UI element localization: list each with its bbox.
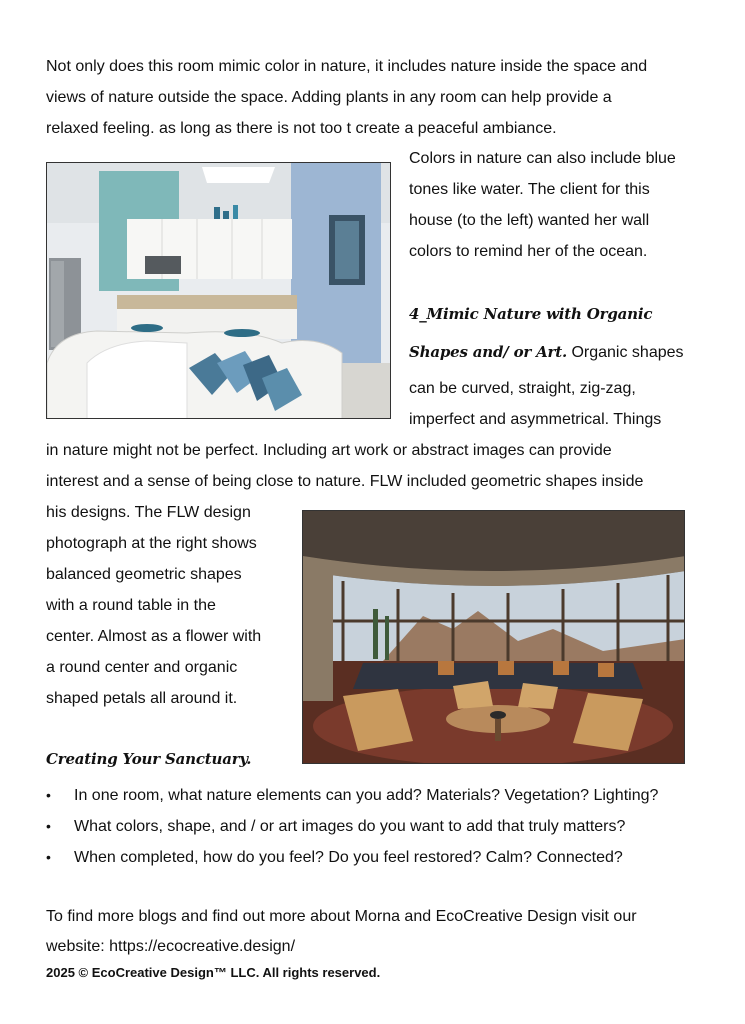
list-item-text: When completed, how do you feel? Do you feel restored? Calm? Connected? (74, 849, 623, 866)
list-item (46, 842, 706, 873)
section-4-line (409, 342, 684, 363)
copyright-footer: 2025 © EcoCreative Design™ LLC. All rights reserved. (46, 965, 381, 980)
bullet-icon: • (46, 849, 51, 865)
section-4-heading: 4_Mimic Nature with Organic (409, 305, 653, 323)
section-4-line: imperfect and asymmetrical. Things (409, 411, 662, 428)
list-item-text: What colors, shape, and / or art images do you want to add that truly matters? (74, 818, 626, 835)
ocean-line: tones like water. The client for this (409, 181, 650, 198)
closing-line: To find more blogs and find out more about Morna and EcoCreative Design visit our (46, 908, 637, 925)
bullet-icon: • (46, 787, 51, 803)
ocean-line: colors to remind her of the ocean. (409, 243, 648, 260)
sanctuary-questions-list (46, 780, 706, 873)
section-4-line: in nature might not be perfect. Including art work or abstract images can provide (46, 442, 612, 459)
intro-line: Not only does this room mimic color in nature, it includes nature inside the space and (46, 58, 648, 75)
section-4-line: shaped petals all around it. (46, 690, 238, 707)
intro-line: relaxed feeling. as long as there is not too t create a peaceful ambiance. (46, 120, 557, 137)
section-4-line: center. Almost as a flower with (46, 628, 262, 645)
section-4-line: photograph at the right shows (46, 535, 257, 552)
section-4-line: interest and a sense of being close to nature. FLW included geometric shapes inside (46, 473, 644, 490)
section-4-line: with a round table in the (46, 597, 216, 614)
section-4-line: a round center and organic (46, 659, 238, 676)
section-4-heading-continued: Shapes and/ or Art. (409, 343, 567, 361)
section-4-text: Organic shapes (567, 344, 684, 361)
sanctuary-heading: Creating Your Sanctuary. (46, 750, 252, 768)
ocean-room-photo (46, 162, 391, 419)
section-4-line: his designs. The FLW design (46, 504, 251, 521)
flw-interior-photo (302, 510, 685, 764)
list-item-text: In one room, what nature elements can you add? Materials? Vegetation? Lighting? (74, 787, 659, 804)
section-4-line: balanced geometric shapes (46, 566, 242, 583)
list-item (46, 811, 706, 842)
closing-website-line[interactable]: website: https://ecocreative.design/ (46, 938, 296, 955)
bullet-icon: • (46, 818, 51, 834)
section-4-line: can be curved, straight, zig-zag, (409, 380, 636, 397)
list-item (46, 780, 706, 811)
ocean-line: house (to the left) wanted her wall (409, 212, 650, 229)
ocean-line: Colors in nature can also include blue (409, 150, 676, 167)
intro-line: views of nature outside the space. Adding plants in any room can help provide a (46, 89, 612, 106)
